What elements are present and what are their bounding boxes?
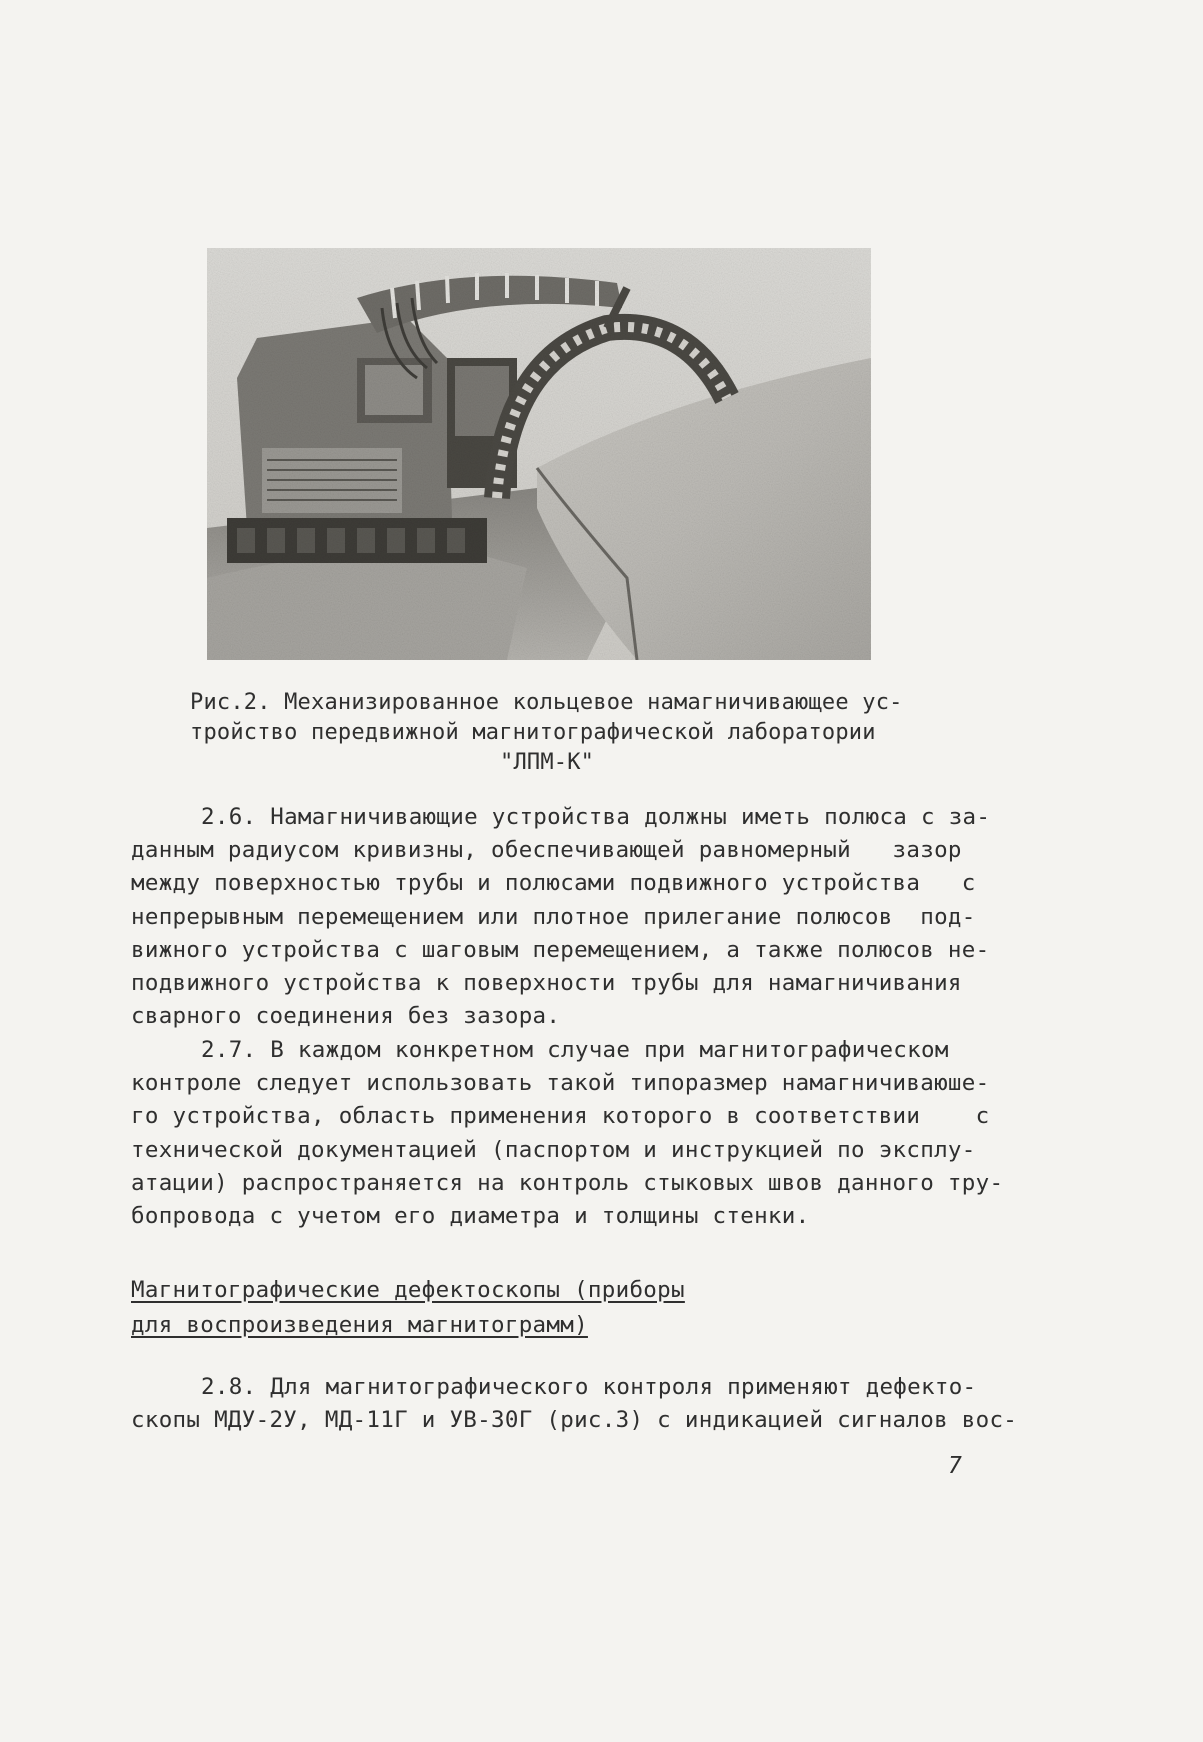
text-line: 2.6. Намагничивающие устройства должны иметь полюса с за- [201, 804, 991, 830]
text-line: непрерывным перемещением или плотное прилегание полюсов под- [131, 903, 976, 930]
caption-line: "ЛПМ-К" [500, 750, 595, 775]
text-line: данным радиусом кривизны, обеспечивающей равномерный зазор [131, 837, 962, 864]
paragraph-2-8 [131, 1371, 1018, 1437]
text-line: 2.8. Для магнитографического контроля применяют дефекто- [201, 1374, 977, 1400]
text-line: между поверхностью трубы и полюсами подвижного устройства с [131, 870, 976, 897]
figure-photo [207, 248, 871, 660]
heading-line: Магнитографические дефектоскопы (приборы [131, 1277, 685, 1303]
section-heading [131, 1273, 685, 1343]
paragraph-2-7 [131, 1034, 1011, 1233]
text-line: подвижного устройства к поверхности трубы для намагничивания [131, 970, 962, 997]
caption-line: Рис.2. Механизированное кольцевое намагничивающее ус- [190, 690, 903, 715]
text-line: 2.7. В каждом конкретном случае при магнитографическом [201, 1037, 949, 1063]
figure-caption [190, 688, 950, 778]
text-line: атации) распространяется на контроль стыковых швов данного тру- [131, 1169, 1004, 1196]
page-number: 7 [948, 1453, 962, 1479]
paragraph-2-6 [131, 801, 1011, 1033]
text-line: контроле следует использовать такой типоразмер намагничиваюше- [131, 1070, 990, 1097]
text-line: бопровода с учетом его диаметра и толщины стенки. [131, 1203, 810, 1230]
heading-line: для воспроизведения магнитограмм) [131, 1312, 588, 1338]
text-line: вижного устройства с шаговым перемещением, а также полюсов не- [131, 936, 990, 963]
text-line: скопы МДУ-2У, МД-11Г и УВ-30Г (рис.3) с индикацией сигналов вос- [131, 1407, 1018, 1434]
text-line: го устройства, область применения которого в соответствии с [131, 1103, 990, 1130]
text-line: сварного соединения без зазора. [131, 1003, 561, 1030]
caption-line: тройство передвижной магнитографической лаборатории [190, 720, 876, 745]
text-line: технической документацией (паспортом и инструкцией по эксплу- [131, 1136, 976, 1163]
